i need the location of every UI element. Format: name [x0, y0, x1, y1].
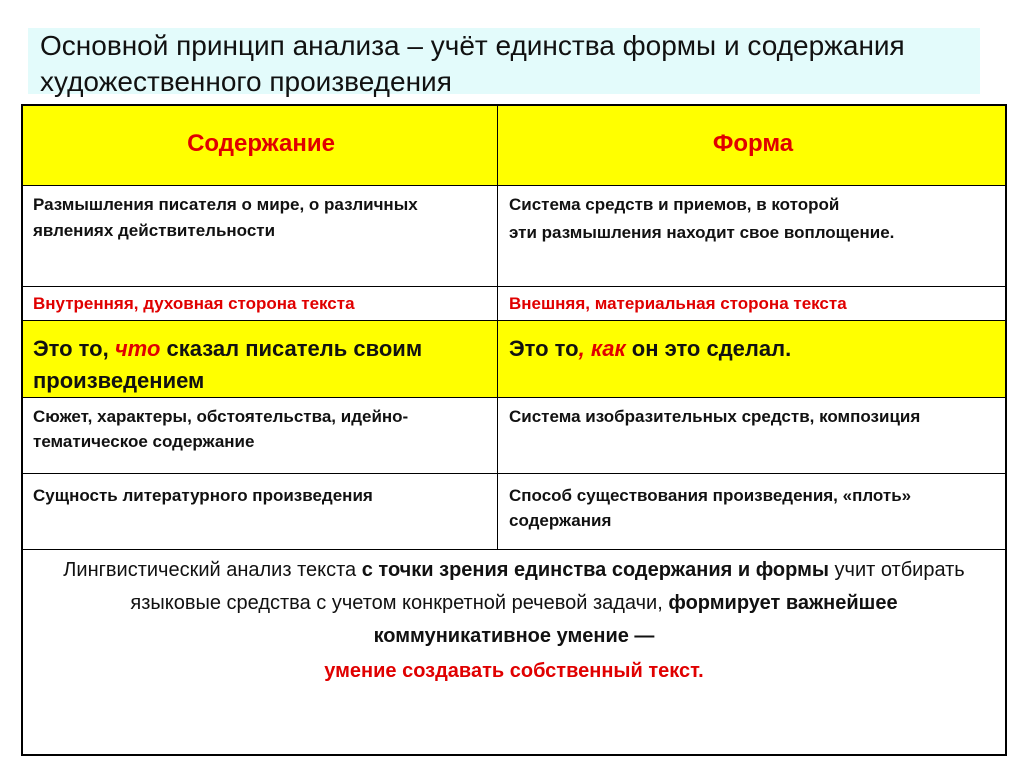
cell-text — [33, 327, 489, 397]
table-cell — [23, 287, 498, 320]
text-part: Это то, — [33, 336, 115, 361]
table-cell — [498, 398, 1005, 473]
cell-text: Внутренняя, духовная сторона текста — [33, 294, 355, 313]
conclusion-part: Лингвистический анализ текста — [63, 559, 362, 581]
cell-text: Способ существования произведения, «плоть» содержания — [509, 486, 912, 530]
cell-text: Система изобразительных средств, композиция — [509, 407, 921, 426]
conclusion-emphasis: с точки зрения единства содержания и формы — [361, 559, 829, 581]
table-cell — [23, 398, 498, 473]
conclusion-part: учит отбирать языковые средства с учетом конкретной речевой задачи, — [130, 559, 965, 614]
accent-word-how: , как — [578, 336, 626, 361]
table-cell — [23, 321, 498, 397]
table-header-row — [23, 106, 1005, 186]
cell-text: Внешняя, материальная сторона текста — [509, 294, 847, 313]
table-cell — [23, 186, 498, 286]
table-cell — [498, 186, 1005, 286]
header-cell-content — [23, 106, 498, 185]
table-row — [23, 186, 1005, 287]
accent-word-what: что — [114, 336, 161, 361]
conclusion-text — [23, 550, 1005, 688]
comparison-table — [21, 104, 1007, 756]
table-cell — [498, 321, 1005, 397]
slide-title: Основной принцип анализа – учёт единства формы и содержания художественного произведения — [40, 30, 905, 97]
text-part: Это то — [509, 336, 579, 361]
header-content-label: Содержание — [187, 130, 335, 157]
conclusion-row — [23, 550, 1005, 754]
cell-text: Размышления писателя о мире, о различных явлениях действительности — [33, 195, 418, 240]
table-cell — [498, 287, 1005, 320]
cell-text-line-2: эти размышления находит свое воплощение. — [509, 223, 895, 242]
conclusion-final: умение создавать собственный текст. — [324, 660, 704, 682]
text-part: сказал писатель своим произведением — [33, 336, 423, 393]
cell-text-line-1: Система средств и приемов, в которой — [509, 195, 840, 214]
conclusion-emphasis: формирует важнейшее коммуникативное умение — — [373, 592, 898, 647]
header-form-label: Форма — [712, 130, 794, 157]
table-cell — [498, 474, 1005, 549]
header-cell-form — [498, 106, 1005, 185]
table-row — [23, 287, 1005, 321]
cell-text — [509, 327, 997, 365]
table-row — [23, 398, 1005, 474]
table-cell — [23, 474, 498, 549]
cell-text: Сюжет, характеры, обстоятельства, идейно-тематическое содержание — [33, 407, 409, 451]
table-row — [23, 474, 1005, 550]
table-row-highlight — [23, 321, 1005, 398]
text-part: он это сделал. — [625, 336, 792, 361]
cell-text: Сущность литературного произведения — [33, 486, 373, 505]
